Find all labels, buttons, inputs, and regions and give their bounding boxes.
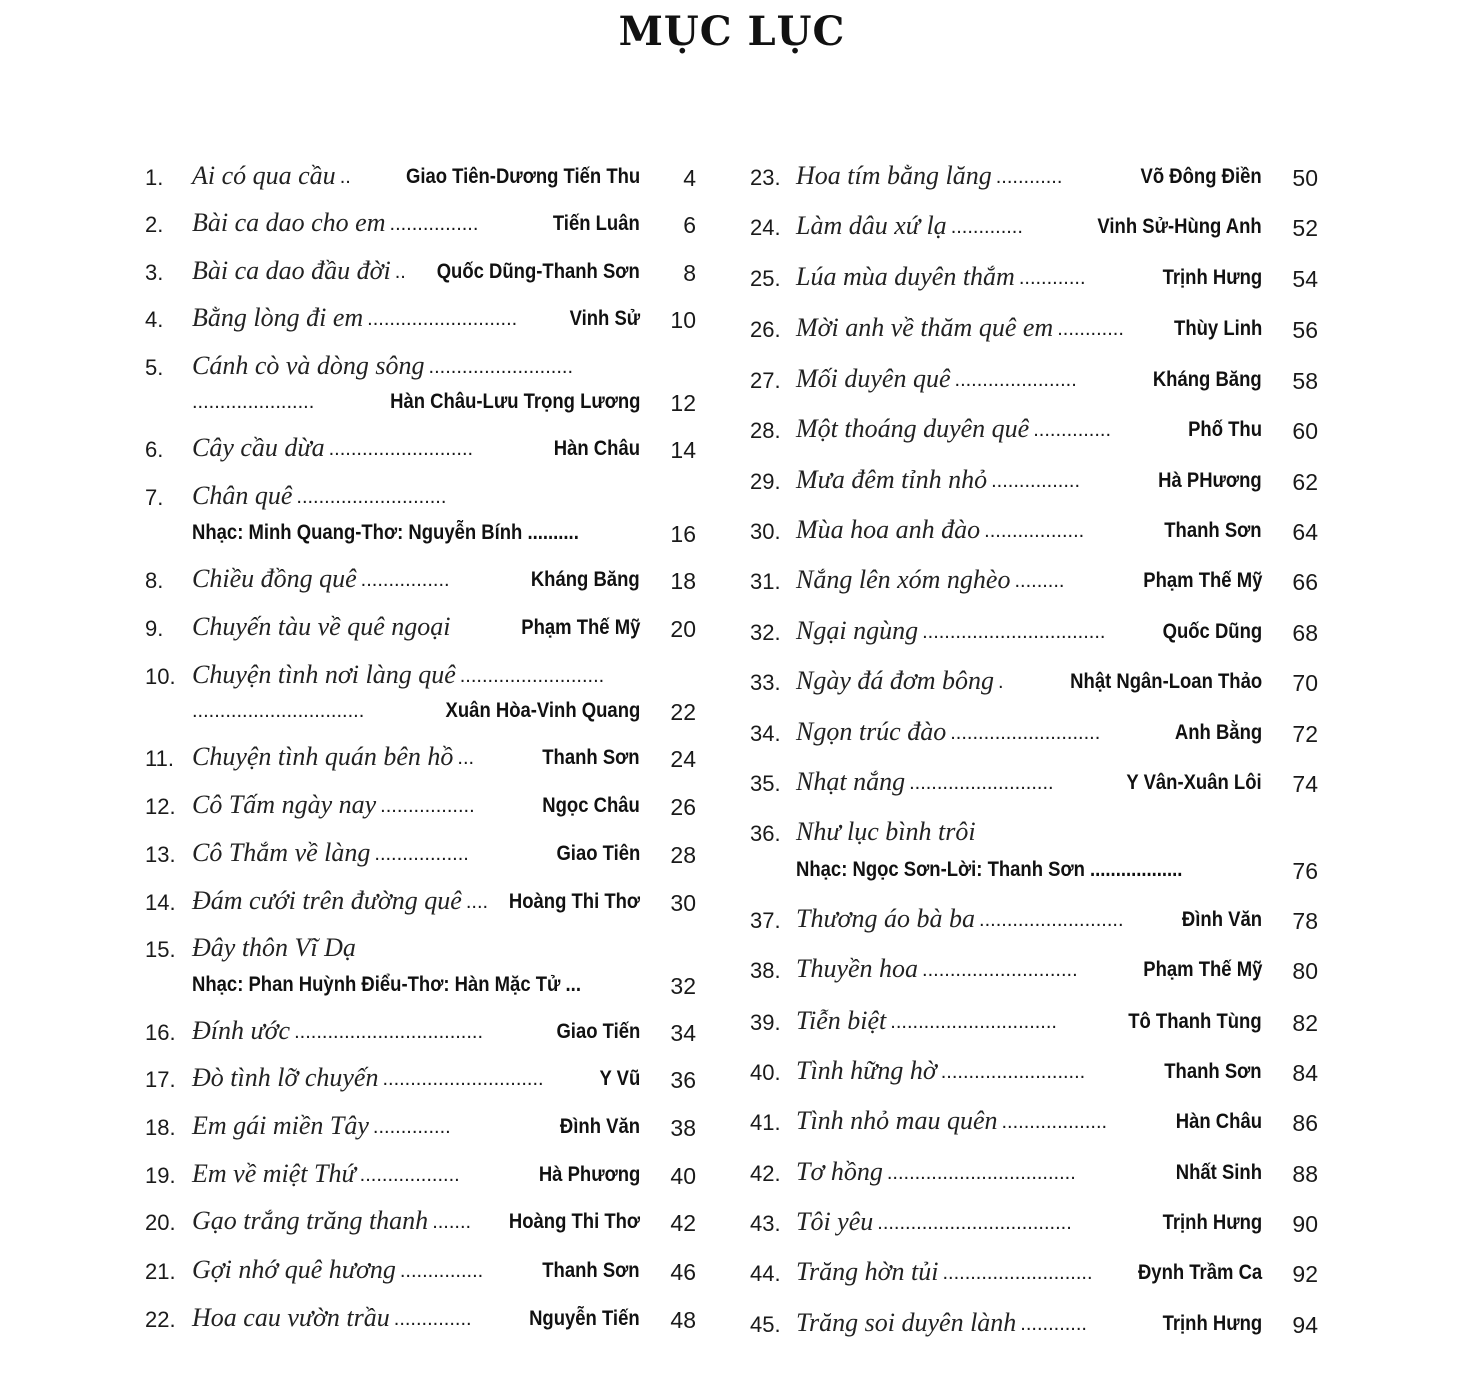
leader-dots: ...........................	[950, 722, 1101, 744]
entry-number: 40.	[750, 1060, 781, 1085]
leader-dots: ..................	[359, 1164, 460, 1186]
song-author: Thanh Sơn	[542, 746, 640, 769]
entry-number: 26.	[750, 317, 781, 342]
leader-dots: ...........................	[296, 486, 447, 508]
page-number: 68	[1292, 620, 1318, 646]
song-author: Y Vân-Xuân Lôi	[1126, 771, 1262, 794]
entry-number: 38.	[750, 958, 781, 983]
entry-number: 27.	[750, 368, 781, 393]
page-number: 14	[670, 437, 696, 463]
page-number: 18	[670, 568, 696, 594]
leader-dots: ............	[1018, 267, 1086, 289]
song-title: Chuyến tàu về quê ngoại	[192, 612, 451, 641]
entry-number: 7.	[145, 485, 164, 510]
leader-dots: ..........................	[909, 772, 1054, 794]
leader-dots: ..	[394, 261, 406, 283]
entry-number: 21.	[145, 1259, 176, 1284]
song-author: Tiến Luân	[553, 212, 640, 235]
song-author: Xuân Hòa-Vinh Quang	[445, 699, 640, 722]
page-number: 92	[1292, 1261, 1318, 1287]
entry-number: 3.	[145, 260, 164, 285]
leader-dots: .	[998, 671, 1004, 693]
song-title: Chân quê	[192, 481, 293, 510]
song-author: Giao Tiên	[556, 842, 640, 865]
leader-dots: ......................	[192, 391, 315, 413]
song-author: Tô Thanh Tùng	[1128, 1010, 1262, 1033]
song-title: Đò tình lỡ chuyến	[192, 1063, 379, 1092]
leader-dots: ......................	[954, 369, 1077, 391]
page-number: 38	[670, 1115, 696, 1141]
song-title: Tơ hồng	[796, 1157, 883, 1186]
leader-dots: ..................	[984, 520, 1085, 542]
song-author: Anh Bằng	[1174, 721, 1262, 744]
page-number: 20	[670, 616, 696, 642]
leader-dots: ............	[1020, 1313, 1087, 1335]
song-author: Hàn Châu-Lưu Trọng Lương	[389, 390, 640, 413]
page-number: 76	[1292, 858, 1318, 884]
song-author: Phạm Thế Mỹ	[520, 616, 640, 639]
entry-number: 15.	[145, 937, 176, 962]
entry-number: 11.	[145, 746, 174, 771]
page-number: 62	[1292, 469, 1318, 495]
leader-dots: ...	[457, 747, 475, 769]
song-title: Làm dâu xứ lạ	[796, 211, 947, 240]
leader-dots: ..............	[372, 1116, 451, 1138]
leader-dots: ................	[389, 213, 479, 235]
song-author: Kháng Băng	[531, 568, 640, 591]
entry-number: 22.	[145, 1307, 176, 1332]
leader-dots: ..................................	[294, 1021, 484, 1043]
entry-number: 42.	[750, 1161, 781, 1186]
leader-dots: .................	[380, 795, 475, 817]
song-author: Hoàng Thi Thơ	[508, 1210, 640, 1233]
leader-dots: ....	[465, 891, 489, 913]
song-author: Giao Tiên-Dương Tiến Thu	[405, 165, 640, 188]
song-credits: Nhạc: Ngọc Sơn-Lời: Thanh Sơn ..................	[796, 858, 1183, 881]
entry-number: 28.	[750, 418, 781, 443]
song-author: Đình Văn	[559, 1115, 640, 1138]
page-number: 48	[670, 1307, 696, 1333]
entry-number: 20.	[145, 1210, 176, 1235]
song-title: Ngọn trúc đào	[796, 717, 947, 746]
entry-number: 24.	[750, 215, 781, 240]
page-number: 28	[670, 842, 696, 868]
page-number: 94	[1292, 1312, 1318, 1338]
page-number: 78	[1292, 908, 1318, 934]
song-title: Chiều đồng quê	[192, 564, 357, 593]
page-number: 6	[683, 212, 696, 238]
song-author: Quốc Dũng-Thanh Sơn	[436, 260, 640, 283]
leader-dots: ...................	[1001, 1111, 1108, 1133]
song-title: Ai có qua cầu	[192, 161, 336, 190]
song-title: Một thoáng duyên quê	[796, 414, 1030, 443]
entry-number: 10.	[145, 664, 176, 689]
song-title: Em gái miền Tây	[192, 1111, 369, 1140]
song-title: Mùa hoa anh đào	[796, 515, 981, 544]
leader-dots: ..........................	[328, 438, 474, 460]
song-author: Trịnh Hưng	[1162, 1211, 1262, 1234]
song-title: Trăng soi duyên lành	[796, 1308, 1017, 1337]
page-number: 80	[1292, 958, 1318, 984]
leader-dots: ...................................	[877, 1212, 1072, 1234]
entry-number: 25.	[750, 266, 781, 291]
song-title: Đây thôn Vĩ Dạ	[192, 933, 356, 962]
song-title: Hoa tím bằng lăng	[796, 161, 992, 190]
song-credits: Nhạc: Phan Huỳnh Điểu-Thơ: Hàn Mặc Tử ...	[192, 973, 581, 996]
song-author: Phố Thu	[1188, 418, 1262, 441]
page-number: 4	[683, 165, 696, 191]
leader-dots: .................	[374, 843, 469, 865]
page-number: 24	[670, 746, 696, 772]
leader-dots: ...........................	[367, 308, 518, 330]
page-number: 90	[1292, 1211, 1318, 1237]
page-number: 84	[1292, 1060, 1318, 1086]
leader-dots: ................	[991, 470, 1081, 492]
song-author: Vinh Sử-Hùng Anh	[1097, 215, 1262, 238]
leader-dots: .......	[432, 1211, 472, 1233]
page-number: 46	[670, 1259, 696, 1285]
entry-number: 4.	[145, 307, 164, 332]
song-title: Trăng hờn tủi	[796, 1257, 939, 1286]
page-title: MỤC LỤC	[618, 8, 846, 55]
song-title: Như lục bình trôi	[796, 817, 976, 846]
leader-dots: ..........................	[940, 1061, 1086, 1083]
leader-dots: .................................	[922, 621, 1106, 643]
page-number: 58	[1292, 368, 1318, 394]
song-author: Quốc Dũng	[1162, 620, 1262, 643]
song-title: Tình hững hờ	[796, 1056, 937, 1085]
song-author: Ngọc Châu	[542, 794, 640, 817]
song-title: Ngày đá đơm bông	[796, 666, 995, 695]
page-number: 54	[1292, 266, 1318, 292]
page-number: 10	[670, 307, 696, 333]
song-author: Nguyễn Tiến	[529, 1307, 640, 1330]
song-title: Cây cầu dừa	[192, 433, 325, 462]
song-author: Phạm Thế Mỹ	[1142, 958, 1262, 981]
song-title: Nhạt nắng	[796, 767, 906, 796]
song-title: Cô Thắm về làng	[192, 838, 371, 867]
entry-number: 14.	[145, 890, 176, 915]
leader-dots: ...............	[399, 1260, 484, 1282]
leader-dots: ...............................	[192, 700, 365, 722]
leader-dots: .............	[950, 216, 1023, 238]
song-title: Đính ước	[192, 1016, 291, 1045]
song-title: Bằng lòng đi em	[192, 303, 364, 332]
song-author: Nhất Sinh	[1175, 1161, 1262, 1184]
song-title: Mưa đêm tỉnh nhỏ	[796, 465, 988, 494]
song-title: Hoa cau vườn trầu	[192, 1303, 390, 1332]
entry-number: 17.	[145, 1067, 176, 1092]
page-number: 12	[670, 390, 696, 416]
page-number: 64	[1292, 519, 1318, 545]
entry-number: 16.	[145, 1020, 176, 1045]
song-title: Chuyện tình quán bên hồ	[192, 742, 454, 771]
leader-dots: ............................	[922, 959, 1078, 981]
song-author: Hà Phương	[538, 1163, 640, 1186]
page-number: 22	[670, 699, 696, 725]
page-number: 74	[1292, 771, 1318, 797]
leader-dots: .........	[1014, 570, 1065, 592]
page-number: 86	[1292, 1110, 1318, 1136]
song-title: Lúa mùa duyên thắm	[796, 262, 1015, 291]
entry-number: 13.	[145, 842, 176, 867]
page-number: 26	[670, 794, 696, 820]
song-author: Thanh Sơn	[542, 1259, 640, 1282]
song-title: Bài ca dao đầu đời	[192, 256, 391, 285]
leader-dots: .............................	[382, 1068, 544, 1090]
song-title: Em về miệt Thứ	[192, 1159, 356, 1188]
song-author: Nhật Ngân-Loan Thảo	[1070, 670, 1262, 693]
leader-dots: ................	[360, 569, 450, 591]
leader-dots: ..............................	[890, 1011, 1057, 1033]
entry-number: 29.	[750, 469, 781, 494]
entry-number: 8.	[145, 568, 164, 593]
entry-number: 43.	[750, 1211, 781, 1236]
song-title: Bài ca dao cho em	[192, 208, 386, 237]
song-author: Võ Đông Điền	[1140, 165, 1262, 188]
entry-number: 34.	[750, 721, 781, 746]
leader-dots: ..........................	[979, 909, 1124, 931]
leader-dots: ..........................	[459, 665, 605, 687]
leader-dots: ............	[1057, 318, 1124, 340]
page-number: 32	[670, 973, 696, 999]
song-author: Thùy Linh	[1173, 317, 1262, 340]
entry-number: 31.	[750, 569, 781, 594]
page-number: 50	[1292, 165, 1318, 191]
page-number: 60	[1292, 418, 1318, 444]
page-number: 72	[1292, 721, 1318, 747]
page-number: 34	[670, 1020, 696, 1046]
page-number: 36	[670, 1067, 696, 1093]
song-author: Kháng Băng	[1153, 368, 1262, 391]
leader-dots: ..........................	[428, 356, 574, 378]
page-number: 52	[1292, 215, 1318, 241]
song-author: Thanh Sơn	[1164, 519, 1262, 542]
entry-number: 36.	[750, 821, 781, 846]
song-title: Mối duyên quê	[796, 364, 951, 393]
entry-number: 30.	[750, 519, 781, 544]
song-title: Nắng lên xóm nghèo	[796, 565, 1011, 594]
entry-number: 35.	[750, 771, 781, 796]
entry-number: 44.	[750, 1261, 781, 1286]
page-number: 70	[1292, 670, 1318, 696]
entry-number: 41.	[750, 1110, 781, 1135]
song-title: Ngại ngùng	[796, 616, 919, 645]
entry-number: 45.	[750, 1312, 781, 1337]
song-author: Hàn Châu	[553, 437, 640, 460]
song-title: Chuyện tình nơi làng quê	[192, 660, 456, 689]
song-author: Hà PHương	[1158, 469, 1262, 492]
page-number: 56	[1292, 317, 1318, 343]
page-number: 40	[670, 1163, 696, 1189]
song-author: Trịnh Hưng	[1162, 1312, 1262, 1335]
song-title: Tôi yêu	[796, 1207, 874, 1236]
page-number: 30	[670, 890, 696, 916]
entry-number: 18.	[145, 1115, 176, 1140]
song-author: Y Vũ	[599, 1067, 640, 1090]
leader-dots: ...........................	[942, 1262, 1093, 1284]
entry-number: 1.	[145, 165, 164, 190]
page-number: 42	[670, 1210, 696, 1236]
leader-dots: ..	[339, 166, 351, 188]
song-title: Mời anh về thăm quê em	[796, 313, 1054, 342]
page-number: 66	[1292, 569, 1318, 595]
entry-number: 19.	[145, 1163, 176, 1188]
entry-number: 33.	[750, 670, 781, 695]
leader-dots: ............	[995, 166, 1063, 188]
song-title: Tiễn biệt	[796, 1006, 887, 1035]
song-author: Thanh Sơn	[1164, 1060, 1262, 1083]
song-author: Hàn Châu	[1175, 1110, 1262, 1133]
song-title: Cánh cò và dòng sông	[192, 351, 425, 380]
song-author: Giao Tiến	[556, 1020, 640, 1043]
song-title: Thuyền hoa	[796, 954, 919, 983]
page-number: 88	[1292, 1161, 1318, 1187]
leader-dots: ..................................	[886, 1162, 1076, 1184]
song-credits: Nhạc: Minh Quang-Thơ: Nguyễn Bính ..........	[192, 521, 579, 544]
entry-number: 23.	[750, 165, 781, 190]
leader-dots: ..............	[393, 1308, 472, 1330]
song-author: Hoàng Thi Thơ	[508, 890, 640, 913]
entry-number: 5.	[145, 355, 164, 380]
song-title: Tình nhỏ mau quên	[796, 1106, 998, 1135]
song-author: Phạm Thế Mỹ	[1142, 569, 1262, 592]
song-author: Trịnh Hưng	[1162, 266, 1262, 289]
entry-number: 6.	[145, 437, 164, 462]
entry-number: 2.	[145, 212, 164, 237]
song-title: Gợi nhớ quê hương	[192, 1255, 396, 1284]
song-author: Đình Văn	[1181, 908, 1262, 931]
song-title: Gạo trắng trăng thanh	[192, 1206, 429, 1235]
entry-number: 9.	[145, 616, 164, 641]
page-number: 82	[1292, 1010, 1318, 1036]
entry-number: 32.	[750, 620, 781, 645]
entry-number: 37.	[750, 908, 781, 933]
entry-number: 12.	[145, 794, 176, 819]
leader-dots: ..............	[1033, 419, 1112, 441]
song-author: Vinh Sử	[569, 307, 640, 330]
song-title: Thương áo bà ba	[796, 904, 976, 933]
entry-number: 39.	[750, 1010, 781, 1035]
page-number: 16	[670, 521, 696, 547]
song-title: Cô Tấm ngày nay	[192, 790, 377, 819]
song-author: Đynh Trầm Ca	[1137, 1261, 1262, 1284]
page-number: 8	[683, 260, 696, 286]
song-title: Đám cưới trên đường quê	[192, 886, 462, 915]
